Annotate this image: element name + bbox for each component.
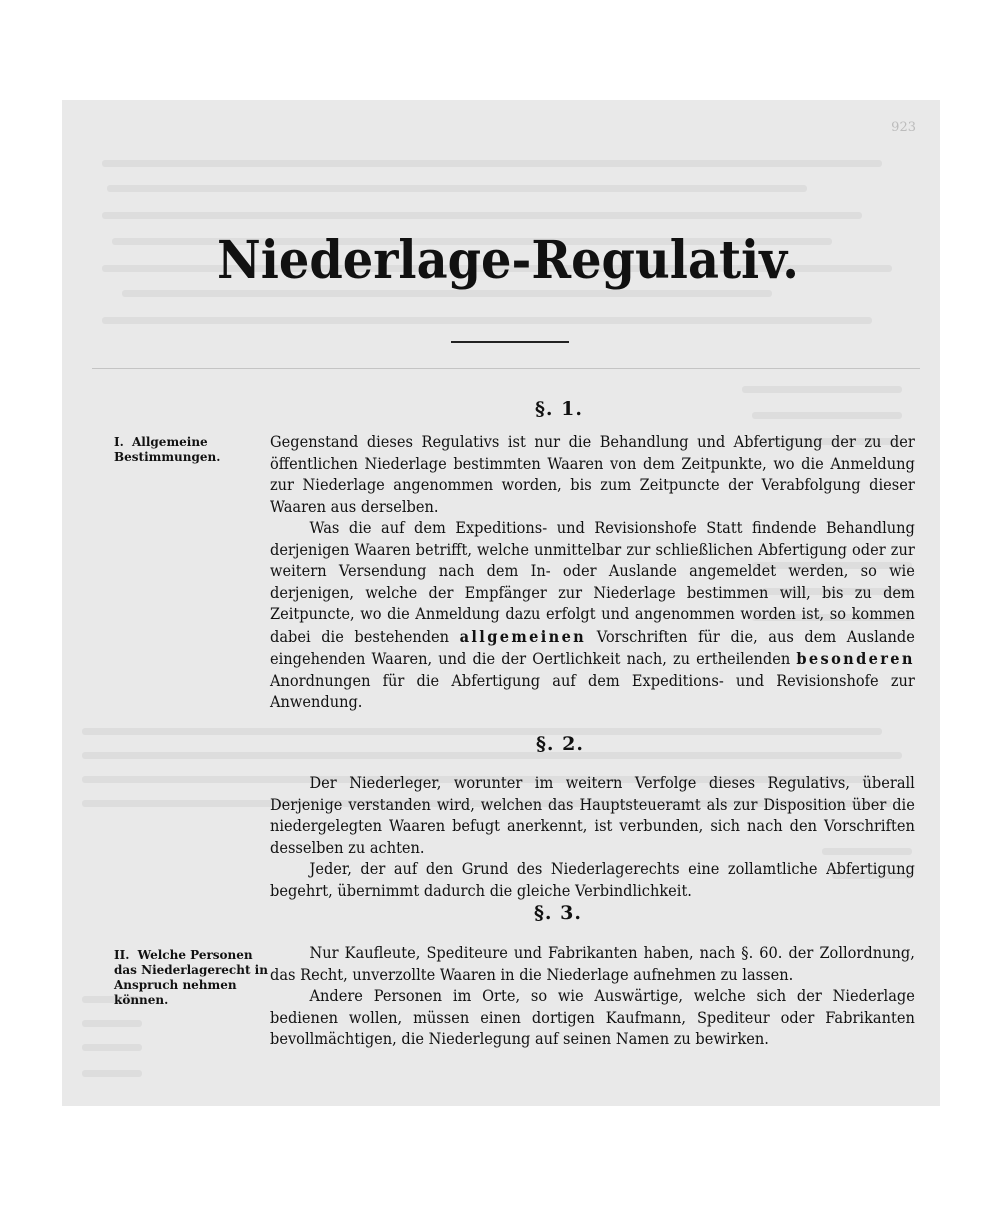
paragraph-text: Andere Personen im Orte, so wie Auswärtige, welche sich der Niederlage bedienen wollen, müssen einen dortigen Kaufmann, Spediteur oder Fabrikanten bevollmächtigen, die Niederlegung auf seinen Namen zu bewirken. (270, 987, 915, 1048)
paragraph-text: Nur Kaufleute, Spediteure und Fabrikanten haben, nach §. 60. der Zollordnung, das Recht, unverzollte Waaren in die Niederlage aufnehmen zu lassen. (270, 944, 915, 984)
section-heading-1: §. 1. (535, 398, 584, 420)
paragraph-text: Was die auf dem Expeditions- und Revisionshofe Statt findende Behandlung derjenigen Waaren betrifft, welche unmittelbar zur schließlichen Abfertigung oder zur weitern Versendung nach dem In- oder Auslande angemeldet werden, so wie derjenigen, welche der Empfänger zur Niederlage bestimmen will, bis zu dem Zeitpuncte, wo die Anmeldung dazu erfolgt und angenommen worden ist, so kommen dabei die bestehenden (270, 519, 915, 646)
emphasized-word: besonderen (796, 649, 915, 668)
page-number: 923 (891, 120, 916, 135)
emphasized-word: allgemeinen (459, 626, 587, 646)
paragraph (270, 432, 915, 518)
margin-note-number: I. (114, 435, 124, 449)
section-3-body (270, 943, 915, 1051)
section-heading-3: §. 3. (534, 902, 583, 924)
paragraph-text: Vorschriften für die, aus dem Auslande eingehenden Waaren, und die der Oertlichkeit nach, zu ertheilenden (270, 627, 915, 668)
paragraph (270, 943, 915, 986)
margin-note-text: Welche Personen das Niederlagerecht in Anspruch nehmen können. (114, 948, 268, 1007)
margin-note-1 (114, 435, 269, 465)
paragraph (270, 859, 915, 902)
paragraph-text: Der Niederleger, worunter im weitern Verfolge dieses Regulativs, überall Derjenige verstanden wird, welchen das Hauptsteueramt als zur Disposition über die niedergelegten Waaren befugt anerkennt, ist verbunden, sich nach den Vorschriften desselben zu achten. (270, 774, 915, 857)
section-2-body (270, 773, 915, 902)
paragraph-text: Anordnungen für die Abfertigung auf dem Expeditions- und Revisionshofe zur Anwendung. (270, 671, 915, 711)
page-title: Niederlage-Regulativ. (217, 230, 799, 291)
margin-note-2 (114, 948, 269, 1008)
title-underline (451, 341, 569, 343)
paragraph-text: Gegenstand dieses Regulativs ist nur die Behandlung und Abfertigung der zu der öffentlichen Niederlage bestimmten Waaren von dem Zeitpunkte, wo die Anmeldung zur Niederlage angenommen worden, bis zum Zeitpuncte der Verabfolgung dieser Waaren aus derselben. (270, 433, 915, 516)
scanned-page (62, 100, 940, 1106)
section-1-body (270, 432, 915, 714)
paragraph (270, 518, 915, 714)
header-divider (92, 368, 920, 369)
paragraph (270, 986, 915, 1051)
paragraph-text: Jeder, der auf den Grund des Niederlagerechts eine zollamtliche Abfertigung begehrt, übernimmt dadurch die gleiche Verbindlichkeit. (270, 860, 915, 900)
margin-note-number: II. (114, 948, 130, 962)
margin-note-text: Allgemeine Bestimmungen. (114, 435, 221, 464)
section-heading-2: §. 2. (536, 733, 585, 755)
paragraph (270, 773, 915, 859)
